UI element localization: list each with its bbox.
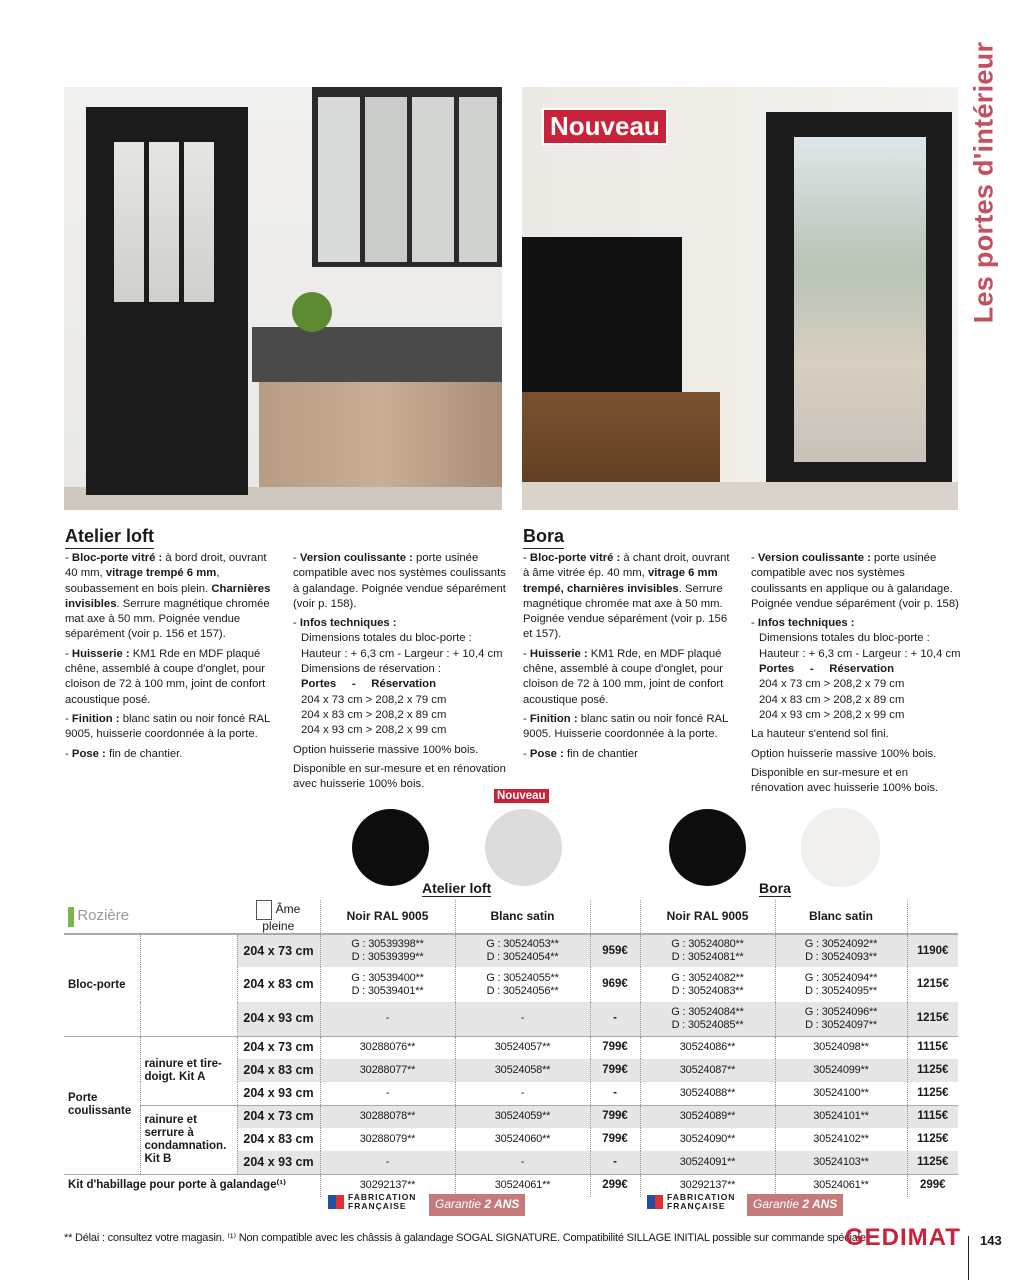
table-cell: G : 30539398** D : 30539399** [320,934,455,967]
table-cell: G : 30524084** D : 30524085** [640,1002,775,1036]
brand-logo: Rozière [64,900,237,934]
table-cell: 204 x 93 cm [237,1082,320,1105]
table-cell: 1215€ [916,978,949,990]
glass-partition [312,87,502,267]
table-cell: 30524086** [640,1036,775,1059]
table-cell: 299€ [907,1174,958,1197]
table-cell: 30524090** [640,1128,775,1151]
table-cell: 204 x 73 cm [237,1036,320,1059]
table-cell: 30524058** [455,1059,590,1082]
table-cell: - [455,1151,590,1174]
table-row [64,1036,958,1059]
bora-description: - Bloc-porte vitré : à chant droit, ouvrant à âme vitrée ép. 40 mm, vitrage 6 mm trempé, charnières invisibles. Serrure magnétique chromée mat axe à 50 mm. Poignée vendue séparément (voir p. 156 et 157). - Huisserie : KM1 Rde, en MDF plaqué chêne, assemblé à coupe d'onglet, pour cloison de 72 à 100 mm, joint de confort acoustique posé. - Finition : blanc satin ou noir foncé RAL 9005. Huisserie coordonnée à la porte. - Pose : fin de chantier [523,552,730,760]
swatch-black [669,809,746,886]
table-cell: 1115€ [907,1105,958,1128]
table-cell: 30524103** [775,1151,907,1174]
made-in-france: FABRICATION FRANÇAISE [647,1193,735,1211]
table-cell: G : 30524094** D : 30524095** [775,967,907,1002]
table-cell: G : 30524055** D : 30524056** [455,967,590,1002]
table-cell: 30288079** [320,1128,455,1151]
table-cell: Bloc-porte [64,934,140,1036]
guarantee-badge: Garantie 2 ANS [747,1194,843,1216]
section-title: Les portes d'intérieur [968,41,999,324]
table-cell: 299€ [590,1174,640,1197]
table-cell: 30524101** [775,1105,907,1128]
bora-photo [522,87,958,510]
table-cell: 30524061** [775,1174,907,1197]
col-blanc: Blanc satin [775,900,907,934]
page-number: 143 [980,1233,1002,1248]
table-cell: - [590,1151,640,1174]
table-cell: 30524091** [640,1151,775,1174]
table-cell: 30288077** [320,1059,455,1082]
table-cell: 30524098** [775,1036,907,1059]
table-cell: 30288076** [320,1036,455,1059]
table-cell: 1125€ [907,1151,958,1174]
footnote: ** Délai : consultez votre magasin. ⁽¹⁾ Non compatible avec les châssis à galandage SOGAL SIGNATURE. Compatibilité SILLAGE INITIAL possible sur commande spéciale. [64,1232,869,1244]
new-badge-small: Nouveau [494,789,549,803]
gedimat-logo: GEDIMAT [845,1224,961,1251]
swatch-black [352,809,429,886]
table-cell: 1215€ [907,1002,958,1036]
table-cell: 204 x 83 cm [237,1059,320,1082]
door-icon [256,900,272,920]
table-cell: 204 x 93 cm [237,1151,320,1174]
table-cell: 799€ [590,1036,640,1059]
table-cell: 204 x 83 cm [237,1128,320,1151]
col-blanc: Blanc satin [455,900,590,934]
table-cell: 30292137** [640,1174,775,1197]
table-row [64,934,958,967]
table-cell: 30524089** [640,1105,775,1128]
table-cell: 30292137** [320,1174,455,1197]
table-cell: 30524100** [775,1082,907,1105]
table-cell: 1125€ [917,1086,949,1099]
table-cell: Porte coulissante [64,1036,140,1174]
table-cell: G : 30524092** D : 30524093** [775,934,907,967]
table-cell: 204 x 73 cm [237,934,320,967]
table-cell: G : 30524080** D : 30524081** [640,934,775,967]
table-cell: 969€ [590,967,640,1002]
table-cell: - [320,1002,455,1036]
group-bora: Bora [759,880,791,896]
table-cell [140,934,237,1036]
table-cell: 30524059** [455,1105,590,1128]
table-cell: - [590,1002,640,1036]
table-cell: 30524061** [455,1174,590,1197]
table-cell: 30524102** [775,1128,907,1151]
table-cell: rainure et tire-doigt. Kit A [140,1036,237,1105]
core-type: Âme pleine [237,900,320,934]
table-cell: 204 x 93 cm [237,1002,320,1036]
group-atelier-loft: Atelier loft [422,880,492,896]
product-title: Atelier loft [65,526,154,549]
atelier-description: - Bloc-porte vitré : à bord droit, ouvrant 40 mm, vitrage trempé 6 mm, soubassement en bois plein. Charnières invisibles. Serrure magnétique chromée mat axe à 50 mm. Poignée vendue séparément (voir p. 156 et 157). - Huisserie : KM1 Rde en MDF plaqué chêne, assemblé à coupe d'onglet, pour cloison de 72 à 100 mm, joint de confort acoustique posé. - Finition : blanc satin ou noir foncé RAL 9005, huisserie coordonnée à la porte. - Pose : fin de chantier. [65,552,271,760]
door [766,112,952,482]
table-cell: 959€ [590,934,640,967]
table-cell: rainure et serrure à condamnation. Kit B [140,1105,237,1174]
divider [968,1236,969,1280]
guarantee-badge: Garantie 2 ANS [429,1194,525,1216]
table-cell: - [320,1151,455,1174]
table-cell: G : 30524053** D : 30524054** [455,934,590,967]
table-cell: - [455,1002,590,1036]
table-cell: 204 x 73 cm [237,1105,320,1128]
table-cell: G : 30539400** D : 30539401** [320,967,455,1002]
table-cell: G : 30524082** D : 30524083** [640,967,775,1002]
table-cell: - [590,1082,640,1105]
table-cell: 1125€ [907,1059,958,1082]
table-cell: 799€ [590,1105,640,1128]
made-in-france: FABRICATION FRANÇAISE [328,1193,416,1211]
col-noir: Noir RAL 9005 [640,900,775,934]
table-cell: 30524087** [640,1059,775,1082]
new-badge: Nouveau [542,108,668,145]
table-cell: 30524088** [640,1082,775,1105]
swatch-white [802,809,879,886]
table-cell: 30524057** [455,1036,590,1059]
table-cell: 1190€ [907,934,958,967]
table-cell: 30288078** [320,1105,455,1128]
table-cell: - [455,1082,590,1105]
bora-tech: - Version coulissante : porte usinée compatible avec nos systèmes coulissants en applique ou à galandage. Poignée vendue séparément (voir p. 158) - Infos techniques : Dimensions totales du bloc-porte : Hauteur : + 6,3 cm - Largeur : + 10,4 cm Portes - Réservation 204 x 73 cm > 208,2 x 79 cm 204 x 83 cm > 208,2 x 89 cm 204 x 93 cm > 208,2 x 99 cm La hauteur s'entend sol fini. Option huisserie massive 100% bois. Disponible en sur-mesure et en rénovation avec huisserie 100% bois. [751,552,961,795]
table-cell: Kit d'habillage pour porte à galandage⁽¹⁾ [64,1174,320,1197]
table-cell: 799€ [590,1059,640,1082]
table-cell: 1125€ [917,1133,949,1145]
door [86,107,248,495]
product-title: Bora [523,526,564,549]
table-cell: 799€ [590,1128,640,1151]
table-row [64,1105,958,1128]
table-cell: 204 x 83 cm [237,967,320,1002]
price-table [64,900,958,1197]
col-noir: Noir RAL 9005 [320,900,455,934]
atelier-tech: - Version coulissante : porte usinée compatible avec nos systèmes coulissants à galandage. Poignée vendue séparément (voir p. 158). - Infos techniques : Dimensions totales du bloc-porte : Hauteur : + 6,3 cm - Largeur : + 10,4 cm Dimensions de réservation : Portes - Réservation 204 x 73 cm > 208,2 x 79 cm 204 x 83 cm > 208,2 x 89 cm 204 x 93 cm > 208,2 x 99 cm Option huisserie massive 100% bois. Disponible en sur-mesure et en rénovation avec huisserie 100% bois. [293,552,506,791]
table-cell: 1115€ [907,1036,958,1059]
table-cell: 30524099** [775,1059,907,1082]
swatch-white [485,809,562,886]
table-cell: G : 30524096** D : 30524097** [775,1002,907,1036]
table-cell: - [320,1082,455,1105]
atelier-loft-photo [64,87,502,510]
table-cell: 30524060** [455,1128,590,1151]
